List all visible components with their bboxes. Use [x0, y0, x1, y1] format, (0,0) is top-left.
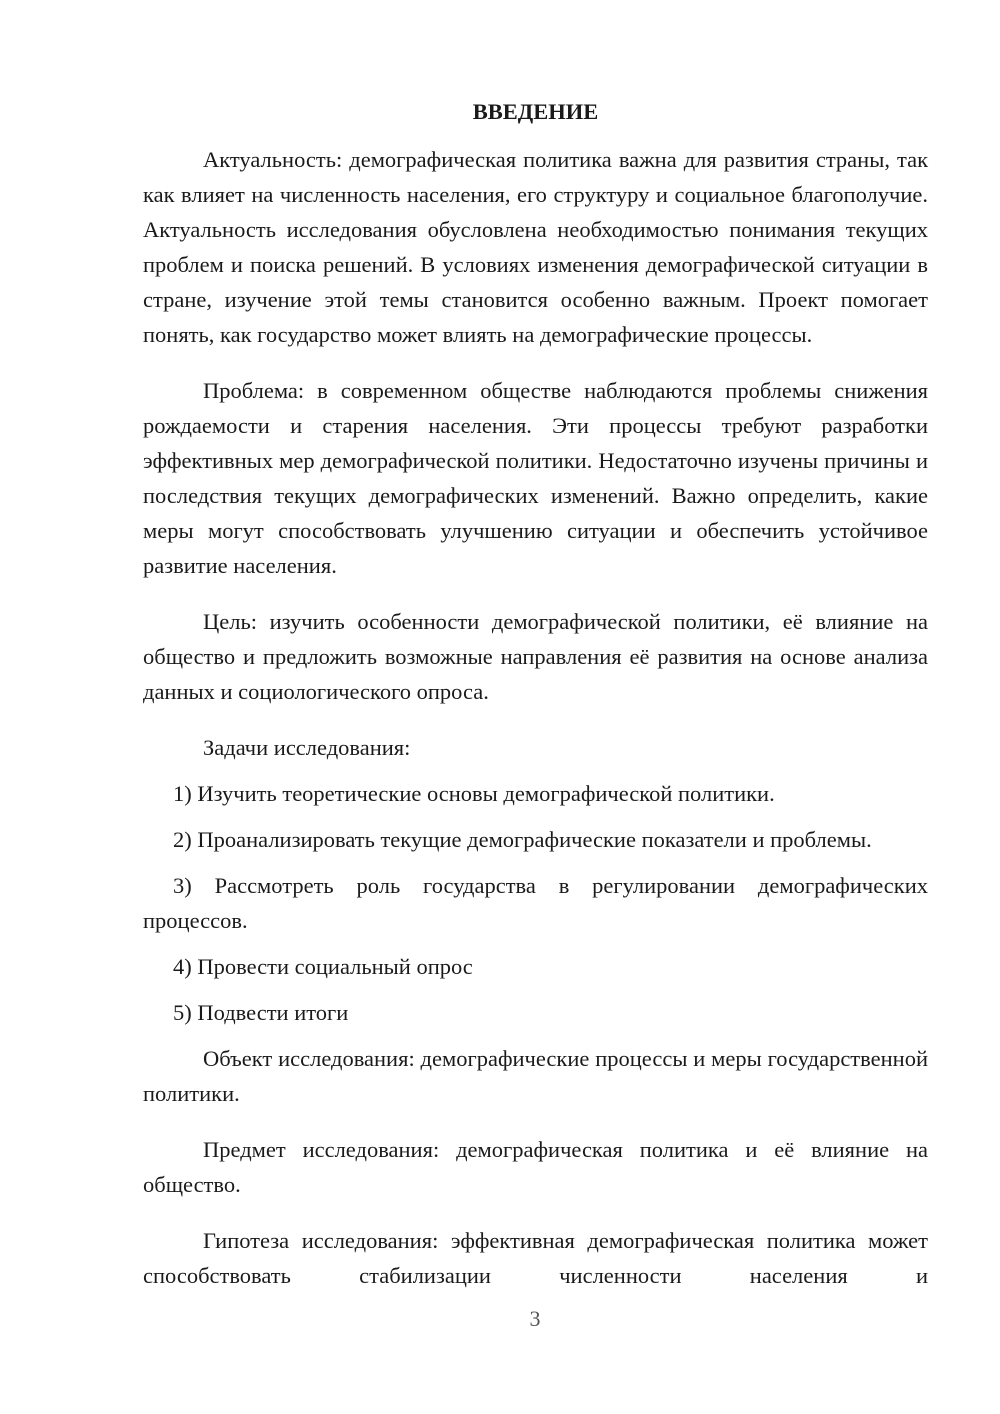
task-item-2: 2) Проанализировать текущие демографические показатели и проблемы.	[173, 827, 872, 852]
paragraph-relevance: Актуальность: демографическая политика важна для развития страны, так как влияет на численность населения, его структуру и социальное благополучие. Актуальность исследования обусловлена необходимостью понимания текущих проблем и поиска решений. В условиях изменения демографической ситуации в стране, изучение этой темы становится особенно важным. Проект помогает понять, как государство может влиять на демографические процессы.	[143, 147, 928, 347]
task-item-4: 4) Провести социальный опрос	[173, 954, 473, 979]
paragraph-subject: Предмет исследования: демографическая политика и её влияние на общество.	[143, 1137, 928, 1197]
document-page	[143, 94, 928, 1314]
paragraph-hypothesis: Гипотеза исследования: эффективная демографическая политика может способствовать стабилизации численности населения и	[143, 1228, 928, 1288]
task-item-1: 1) Изучить теоретические основы демографической политики.	[173, 781, 775, 806]
paragraph-problem: Проблема: в современном обществе наблюдаются проблемы снижения рождаемости и старения населения. Эти процессы требуют разработки эффективных мер демографической политики. Недостаточно изучены причины и последствия текущих демографических изменений. Важно определить, какие меры могут способствовать улучшению ситуации и обеспечить устойчивое развитие населения.	[143, 378, 928, 578]
paragraph-goal: Цель: изучить особенности демографической политики, её влияние на общество и предложить возможные направления её развития на основе анализа данных и социологического опроса.	[143, 609, 928, 704]
paragraph-tasks-heading: Задачи исследования:	[203, 735, 411, 760]
paragraph-object: Объект исследования: демографические процессы и меры государственной политики.	[143, 1046, 928, 1106]
page-number: 3	[529, 1306, 541, 1331]
task-item-5: 5) Подвести итоги	[173, 1000, 349, 1025]
document-title: ВВЕДЕНИЕ	[472, 99, 599, 124]
task-item-3: 3) Рассмотреть роль государства в регулировании демографических процессов.	[143, 873, 928, 933]
